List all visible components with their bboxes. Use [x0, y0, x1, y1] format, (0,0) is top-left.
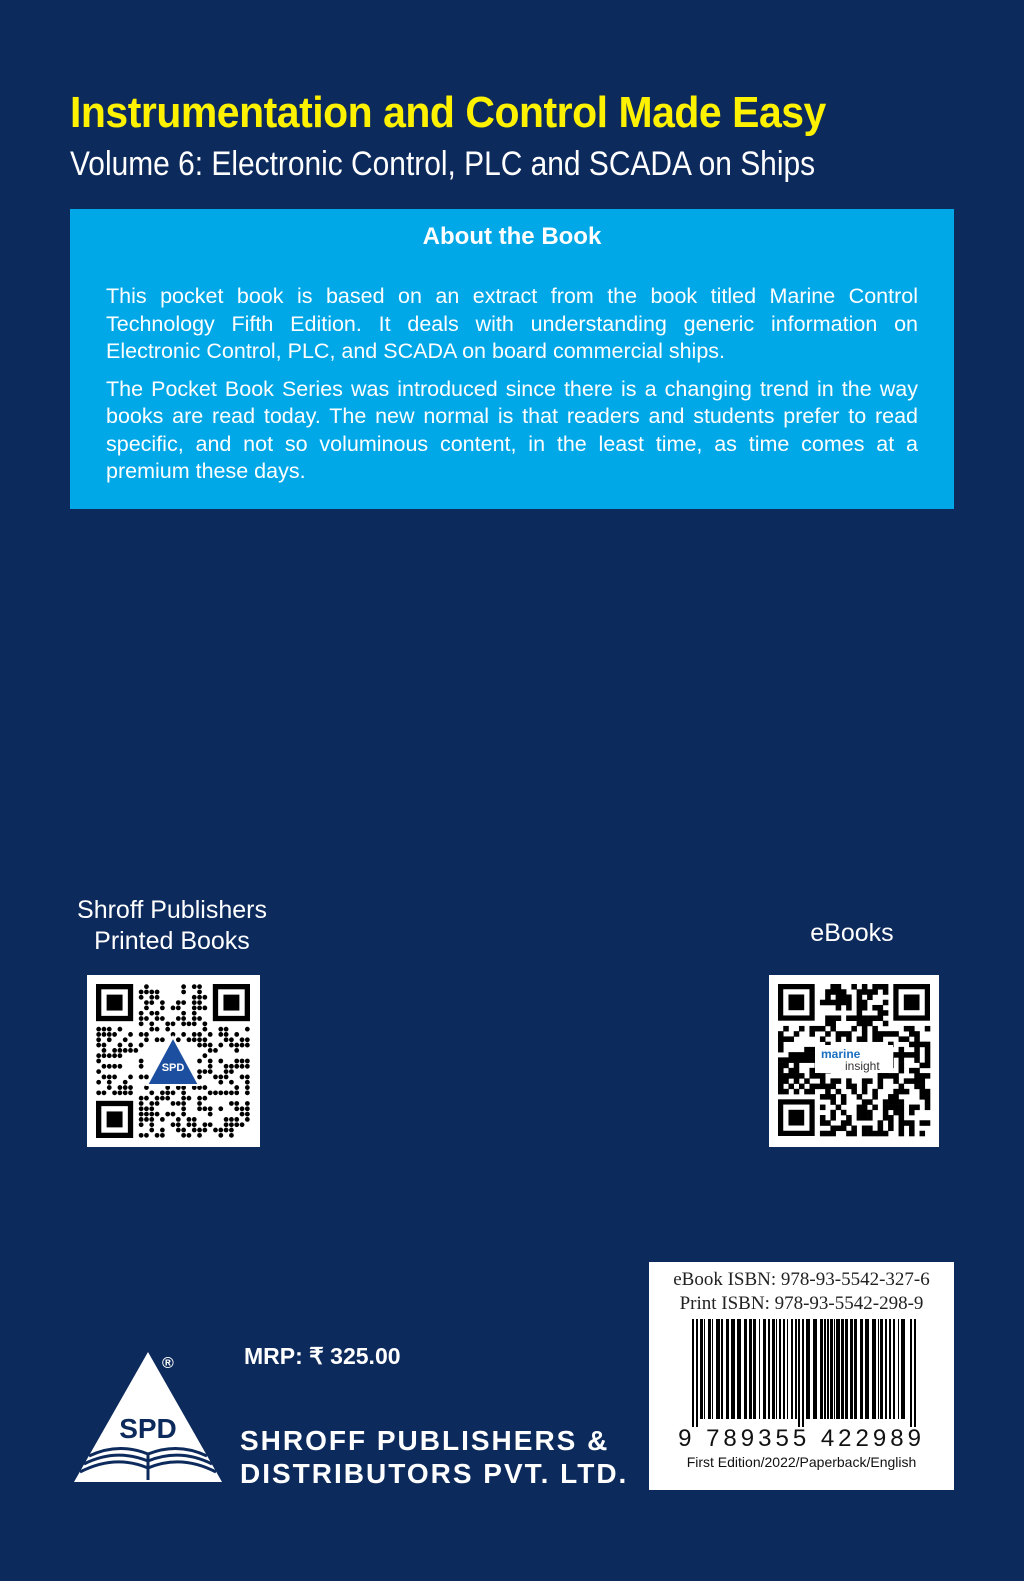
ebook-isbn: eBook ISBN: 978-93-5542-327-6: [673, 1269, 930, 1290]
qr-center-spd-text: SPD: [161, 1062, 185, 1074]
barcode-digits: 9 789355 422989: [678, 1425, 925, 1452]
spd-logo: [70, 1350, 230, 1490]
qr-center-marine-text: marine: [821, 1047, 861, 1061]
qr-center-insight-text: insight: [845, 1059, 880, 1073]
publisher-name-line2: DISTRIBUTORS PVT. LTD.: [240, 1458, 629, 1489]
about-heading: About the Book: [422, 223, 602, 250]
registered-mark: ®: [162, 1355, 174, 1372]
qr-printed-label: [72, 895, 272, 957]
qr-printed-label-line1: Shroff Publishers: [77, 896, 267, 924]
barcode-bars: [686, 1319, 918, 1427]
about-the-book-box: [70, 209, 954, 509]
qr-ebooks-label: eBooks: [810, 919, 894, 947]
about-paragraph-2: The Pocket Book Series was introduced since there is a changing trend in the way books are read today. The new normal is that readers and students prefer to read specific, and not so voluminous content, in the least time, as time comes at a premium these days.: [106, 376, 918, 483]
qr-code-ebooks[interactable]: [769, 975, 939, 1147]
logo-spd-text: SPD: [119, 1413, 177, 1444]
mrp-price: MRP: ₹ 325.00: [244, 1343, 401, 1369]
qr-code-printed-books[interactable]: [87, 975, 260, 1147]
book-title: Instrumentation and Control Made Easy: [70, 88, 826, 137]
qr-center-spd-logo: [147, 1037, 199, 1085]
publisher-name-line1: SHROFF PUBLISHERS &: [240, 1425, 610, 1456]
about-paragraph-1: This pocket book is based on an extract from the book titled Marine Control Technology Fifth Edition. It deals with understanding generic information on Electronic Control, PLC, and SCADA on board commercial ships.: [106, 284, 918, 363]
qr-center-marine-insight-logo: [815, 1045, 893, 1073]
publisher-name: [240, 1424, 628, 1490]
print-isbn: Print ISBN: 978-93-5542-298-9: [679, 1293, 924, 1314]
isbn-barcode-box: [649, 1262, 954, 1490]
book-subtitle: Volume 6: Electronic Control, PLC and SCADA on Ships: [70, 145, 816, 183]
qr-code-ebooks-graphic: [769, 975, 939, 1147]
qr-printed-label-line2: Printed Books: [94, 927, 250, 955]
edition-info: First Edition/2022/Paperback/English: [686, 1454, 917, 1470]
qr-code-printed-graphic: [87, 975, 260, 1147]
